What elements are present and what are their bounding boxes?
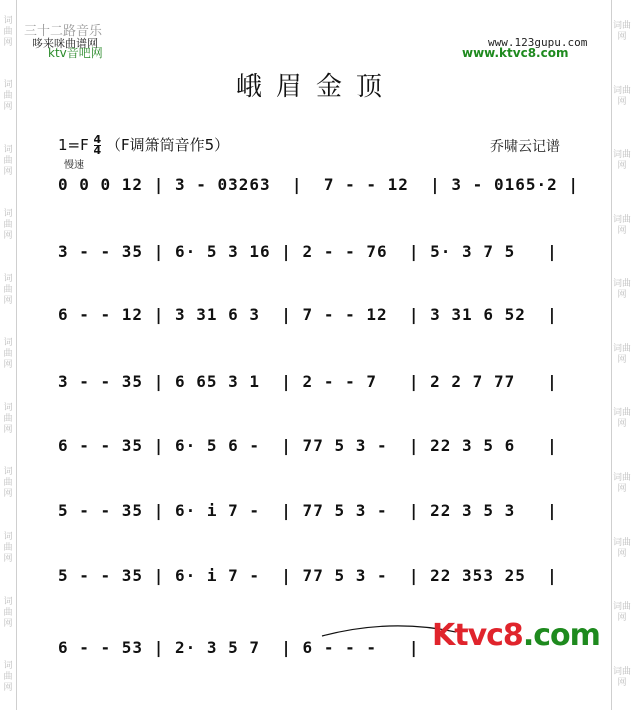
score-line-7: 5 - - 35 | 6· i 7 - | 77 5 3 - | 22 353 25 | xyxy=(58,566,558,585)
score-line-4: 3 - - 35 | 6 65 3 1 | 2 - - 7 | 2 2 7 77 | xyxy=(58,372,558,391)
score-line-6: 5 - - 35 | 6· i 7 - | 77 5 3 - | 22 3 5 3 | xyxy=(58,501,558,520)
watermark-site-3: ktv音吧网 xyxy=(48,46,103,60)
composer-credit: 乔啸云记谱 xyxy=(490,139,560,155)
left-margin-watermark: 词曲网 词曲网 词曲网 词曲网 词曲网 词曲网 词曲网 词曲网 词曲网 词曲网 词曲网 xyxy=(0,0,17,710)
instrument-note: （F调箫筒音作5） xyxy=(105,136,230,154)
tempo-marking: 慢速 xyxy=(64,160,84,171)
key-label: 1=F xyxy=(58,136,89,154)
score-line-8: 6 - - 53 | 2· 3 5 7 | 6 - - - | xyxy=(58,638,420,657)
score-line-1: 0 0 0 12 | 3 - 03263 | 7 - - 12 | 3 - 0165·2 | xyxy=(58,175,580,194)
watermark-url-2: www.ktvc8.com xyxy=(462,46,569,60)
logo-green-text: .com xyxy=(522,618,600,653)
watermark-site-1: 三十二路音乐 xyxy=(24,24,103,39)
watermark-url-1: www.123gupu.com xyxy=(488,36,588,49)
time-signature: $\frac{4}{4}$ xyxy=(93,133,102,157)
score-line-5: 6 - - 35 | 6· 5 6 - | 77 5 3 - | 22 3 5 6 | xyxy=(58,436,558,455)
logo-red-text: Ktvc8 xyxy=(432,618,523,653)
right-margin-watermark: 词曲网 词曲网 词曲网 词曲网 词曲网 词曲网 词曲网 词曲网 词曲网 词曲网 词曲网 xyxy=(611,0,632,710)
score-line-2: 3 - - 35 | 6· 5 3 16 | 2 - - 76 | 5· 3 7 5 | xyxy=(58,242,558,261)
score-title: 峨眉金顶 xyxy=(235,72,396,102)
watermark-site-2: 哆来咪曲谱网 xyxy=(32,37,98,50)
score-line-3: 6 - - 12 | 3 31 6 3 | 7 - - 12 | 3 31 6 52 | xyxy=(58,305,558,324)
ktvc8-logo xyxy=(432,618,600,653)
key-signature xyxy=(58,134,229,156)
